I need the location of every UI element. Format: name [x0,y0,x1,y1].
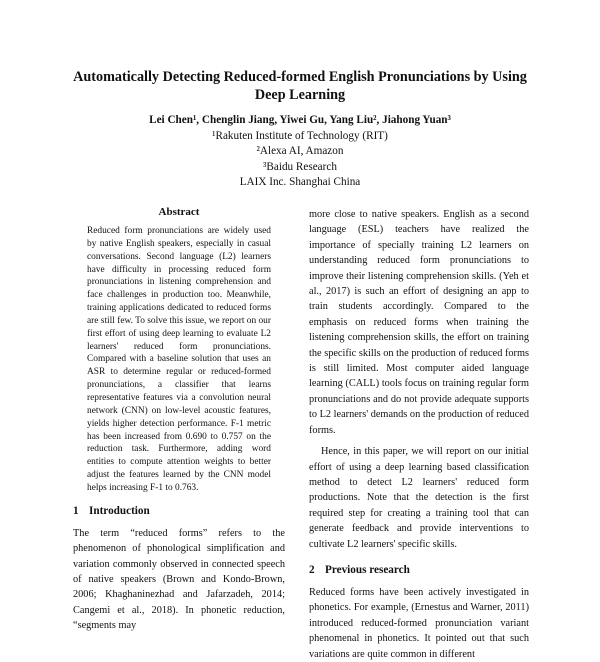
section-heading-previous-research [309,564,529,576]
section-title: Introduction [89,504,150,517]
paper-title: Automatically Detecting Reduced-formed English Pronunciations by Using Deep Learning [73,69,527,103]
body-paragraph-1: more close to native speakers. English as a second language (ESL) teachers have realized the importance of specially training L2 learners on understanding reduced form pronunciations to improve their listening comprehension skills. (Yeh et al., 2017) is such an effort of designing an app to train students accordingly. Compared to the emphasis on reduced forms when training the listening comprehension skills, the effort on training the specific skills on the production of reduced forms is still limited. Most computer aided language learning (CALL) tools focus on training regular form pronunciations and do not provide adequate supports to L2 learners' demands on the production of reduced forms. [309,209,529,436]
right-column [309,207,529,662]
section-number: 1 [73,504,79,517]
abstract-heading: Abstract [158,206,200,218]
affiliation-1: ¹Rakuten Institute of Technology (RIT) [212,129,388,142]
affiliation-4: LAIX Inc. Shanghai China [239,176,361,188]
affiliation-2: ²Alexa AI, Amazon [256,145,344,157]
affiliation-3: ³Baidu Research [263,160,337,173]
section-heading-introduction [73,505,285,517]
section-title: Previous research [325,563,410,576]
author-list: Lei Chen¹, Chenglin Jiang, Yiwei Gu, Yang Liu², Jiahong Yuan³ [149,114,451,126]
abstract-text: Reduced form pronunciations are widely used by native English speakers, especially in casual conversations. Second language (L2) learners have difficulty in processing reduced form pronunciations in listening comprehension and face challenges in production too. Meanwhile, training applications dedicated to reduced forms are still few. To solve this issue, we report on our first effort of using deep learning to evaluate L2 learners' reduced form pronunciations. Compared with a baseline solution that uses an ASR to determine regular or reduced-formed pronunciations, a classifier that learns representative features via a convolution neural network (CNN) on low-level acoustic features, yields higher detection performance. F-1 metric has been increased from 0.690 to 0.757 on the reduction task. Furthermore, adding word entities to compute attention weights to better adjust the features learned by the CNN model helps increasing F-1 to 0.763. [87,226,271,493]
section-number: 2 [309,563,315,576]
author-block [60,113,540,191]
left-column [73,206,285,634]
previous-research-text: Reduced forms have been actively investigated in phonetics. For example, (Ernestus and Warner, 2011) introduced reduced-formed pronunciation variant phenomenal in phonetics. It pointed out that such variations are quite common in different [309,586,529,660]
introduction-text: The term “reduced forms” refers to the phenomenon of phonological simplification and variation commonly observed in connected speech of native speakers (Brown and Kondo-Brown, 2006; Khaghaninezhad and Jafarzadeh, 2014; Cangemi et al., 2018). In phonetic reduction, “segments may [73,527,285,632]
body-paragraph-2: Hence, in this paper, we will report on our initial effort of using a deep learning based classification method to detect L2 learners' reduced form productions. Note that the detection is the first required step for creating a training tool that can generate feedback and provide interventions to cultivate L2 learners' specific skills. [309,446,529,550]
